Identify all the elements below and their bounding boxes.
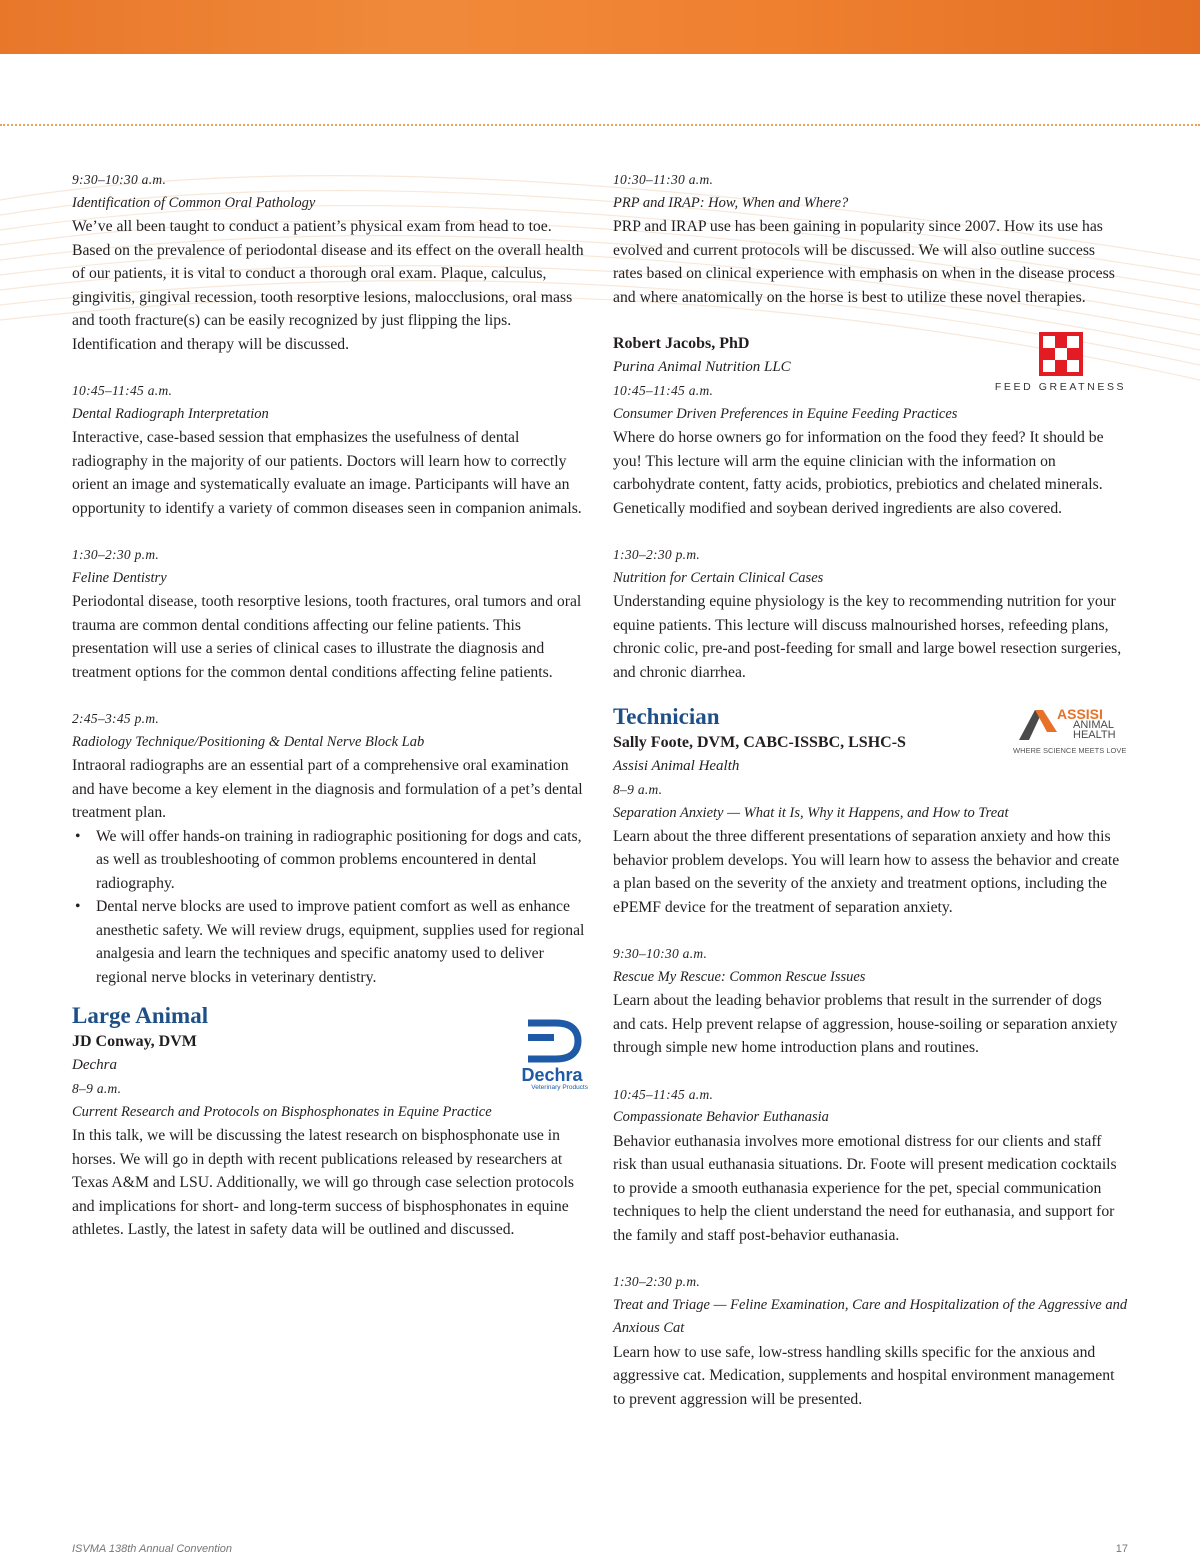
footer-convention-name: ISVMA 138th Annual Convention: [72, 1543, 233, 1555]
session-time: 1:30–2:30 p.m.: [72, 547, 160, 562]
session-description: Behavior euthanasia involves more emotional distress for our clients and staff risk than usual euthanasia situations. Dr. Foote will present medication cocktails to provide a smooth euthanasia experience for the pet, special communication techniques to help the client understand the need for euthanasia, and support for the family and staff post-behavior euthanasia.: [613, 1132, 1117, 1244]
session-time: 1:30–2:30 p.m.: [613, 547, 701, 562]
session-time: 10:30–11:30 a.m.: [613, 172, 714, 187]
speaker-organization: Dechra: [72, 1056, 117, 1073]
session-time: 8–9 a.m.: [613, 782, 663, 797]
category-heading: Large Animal: [72, 1003, 209, 1028]
assisi-wordmark: ASSISI: [1057, 706, 1103, 722]
session-title: Current Research and Protocols on Bisphosphonates in Equine Practice: [72, 1103, 492, 1120]
session-bullet-list: [72, 825, 587, 990]
session-title: Nutrition for Certain Clinical Cases: [613, 569, 824, 586]
dechra-wordmark: Dechra: [521, 1065, 583, 1085]
speaker-organization: Purina Animal Nutrition LLC: [613, 358, 791, 375]
assisi-mark-icon: [1017, 708, 1057, 742]
session-title: Consumer Driven Preferences in Equine Feeding Practices: [613, 405, 958, 422]
session-behavior-euthanasia: [613, 1083, 1128, 1248]
session-oral-pathology: [72, 168, 587, 356]
dechra-d-mark-icon: [512, 1019, 592, 1063]
right-column: [613, 168, 1128, 1434]
speaker-name: JD Conway, DVM: [72, 1033, 197, 1050]
speaker-organization: Assisi Animal Health: [613, 757, 740, 774]
session-title: Rescue My Rescue: Common Rescue Issues: [613, 968, 866, 985]
session-time: 10:45–11:45 a.m.: [613, 383, 714, 398]
purina-logo: [993, 332, 1128, 402]
session-title: Radiology Technique/Positioning & Dental Nerve Block Lab: [72, 733, 425, 750]
dechra-logo: [512, 1019, 592, 1091]
left-column: [72, 168, 587, 1242]
session-treat-triage: [613, 1270, 1128, 1411]
session-description: PRP and IRAP use has been gaining in popularity since 2007. How its use has evolved and current protocols will be discussed. We will also outline success rates based on clinical experience with emphasis on when in the disease process and where anatomically on the horse is best to utilize these novel therapies.: [613, 218, 1115, 306]
purina-block: [613, 332, 1128, 520]
session-time: 10:45–11:45 a.m.: [613, 1086, 714, 1102]
category-heading: Technician: [613, 704, 720, 729]
technician-block: [613, 702, 1128, 919]
session-description: We’ve all been taught to conduct a patient’s physical exam from head to toe. Based on the prevalence of periodontal disease and its effect on the overall health of our patients, it is vital to conduct a thorough oral exam. Plaque, calculus, gingivitis, gingival recession, tooth resorptive lesions, malocclusions, oral mass and tooth fracture(s) can be easily recognized by just flipping the lips. Identification and therapy will be discussed.: [72, 218, 584, 353]
dechra-subtitle: Veterinary Products: [531, 1084, 588, 1091]
session-time: 10:45–11:45 a.m.: [72, 383, 173, 398]
session-time: 8–9 a.m.: [72, 1081, 122, 1096]
session-feline-dentistry: [72, 543, 587, 684]
assisi-logo: [1011, 708, 1129, 758]
session-time: 1:30–2:30 p.m.: [613, 1274, 701, 1289]
session-title: Identification of Common Oral Pathology: [72, 194, 316, 211]
session-radiology-lab: [72, 707, 587, 989]
top-orange-band: [0, 0, 1200, 54]
session-nutrition-clinical: [613, 543, 1128, 684]
session-description: Learn about the leading behavior problems that result in the surrender of dogs and cats. Help prevent relapse of aggression, house-soiling or separation anxiety through simple new home introduction plans and routines.: [613, 992, 1118, 1056]
purina-tagline: FEED GREATNESS: [994, 381, 1127, 393]
session-description: Periodontal disease, tooth resorptive lesions, tooth fractures, oral tumors and oral trauma are common dental conditions affecting our feline patients. This presentation will use a series of clinical cases to illustrate the diagnosis and treatment options for the common dental conditions affecting feline patients.: [72, 593, 582, 681]
session-rescue-issues: [613, 942, 1128, 1060]
session-prp-irap: [613, 168, 1128, 309]
assisi-wordmark-line3: HEALTH: [1073, 729, 1116, 741]
session-time: 9:30–10:30 a.m.: [72, 172, 167, 187]
speaker-name: Sally Foote, DVM, CABC-ISSBC, LSHC-S: [613, 734, 906, 751]
session-description: Intraoral radiographs are an essential part of a comprehensive oral examination and have become a key element in the diagnosis and formulation of a pet’s dental treatment plan.: [72, 757, 583, 821]
large-animal-block: [72, 1001, 587, 1242]
session-description: Interactive, case-based session that emphasizes the usefulness of dental radiography in the majority of our patients. Doctors will learn how to correctly orient an image and systematically evaluate an image. Participants will have an opportunity to identify a variety of common diseases seen in companion animals.: [72, 429, 582, 517]
session-time: 9:30–10:30 a.m.: [613, 946, 708, 961]
session-description: Learn about the three different presentations of separation anxiety and how this behavior problem develops. You will learn how to assess the behavior and create a plan based on the severity of the anxiety and treatment options, including the ePEMF device for the treatment of separation anxiety.: [613, 828, 1120, 916]
session-description: In this talk, we will be discussing the latest research on bisphosphonate use in horses. We will go in depth with recent publications released by researchers at Texas A&M and LSU. Additionally, we will go through case selection protocols and implications for short- and long-term success of bisphosphonates in equine athletes. Lastly, the latest in safety data will be outlined and discussed.: [72, 1127, 574, 1238]
assisi-wordmark-line2: ANIMAL: [1073, 719, 1114, 731]
list-item: • We will offer hands-on training in radiographic positioning for dogs and cats, as well as troubleshooting of common problems encountered in dental radiography.: [72, 825, 587, 896]
page-number: 17: [1115, 1543, 1128, 1555]
session-title: PRP and IRAP: How, When and Where?: [613, 194, 849, 211]
session-title: Compassionate Behavior Euthanasia: [613, 1109, 829, 1125]
session-time: 2:45–3:45 p.m.: [72, 711, 160, 726]
session-title: Dental Radiograph Interpretation: [72, 405, 269, 422]
dotted-divider: [0, 124, 1200, 126]
list-item: • Dental nerve blocks are used to improve patient comfort as well as enhance anesthetic safety. We will review drugs, equipment, supplies used for regional analgesia and learn the techniques and specific anatomy used to deliver regional nerve blocks in veterinary dentistry.: [72, 895, 587, 989]
session-title: Feline Dentistry: [72, 569, 167, 586]
session-title: Separation Anxiety — What it Is, Why it Happens, and How to Treat: [613, 804, 1009, 821]
purina-checkerboard-icon: [1039, 332, 1083, 376]
assisi-tagline: WHERE SCIENCE MEETS LOVE: [1013, 746, 1127, 755]
speaker-name: Robert Jacobs, PhD: [613, 335, 750, 352]
session-description: Learn how to use safe, low-stress handling skills specific for the anxious and aggressive cat. Medication, supplements and hospital environment management to prevent aggression will be presented.: [613, 1343, 1115, 1408]
session-description: Understanding equine physiology is the key to recommending nutrition for your equine patients. This lecture will discuss malnourished horses, refeeding plans, chronic colic, pre-and post-feeding for small and large bowel resection surgeries, and chronic diarrhea.: [613, 593, 1122, 681]
session-description: Where do horse owners go for information on the food they feed? It should be you! This lecture will arm the equine clinician with the information on carbohydrate content, fatty acids, probiotics, prebiotics and chelated minerals. Genetically modified and soybean derived ingredients are also covered.: [613, 429, 1104, 517]
session-title: Treat and Triage — Feline Examination, Care and Hospitalization of the Aggressive and Anxious Cat: [613, 1296, 1128, 1336]
session-dental-radiograph: [72, 379, 587, 520]
